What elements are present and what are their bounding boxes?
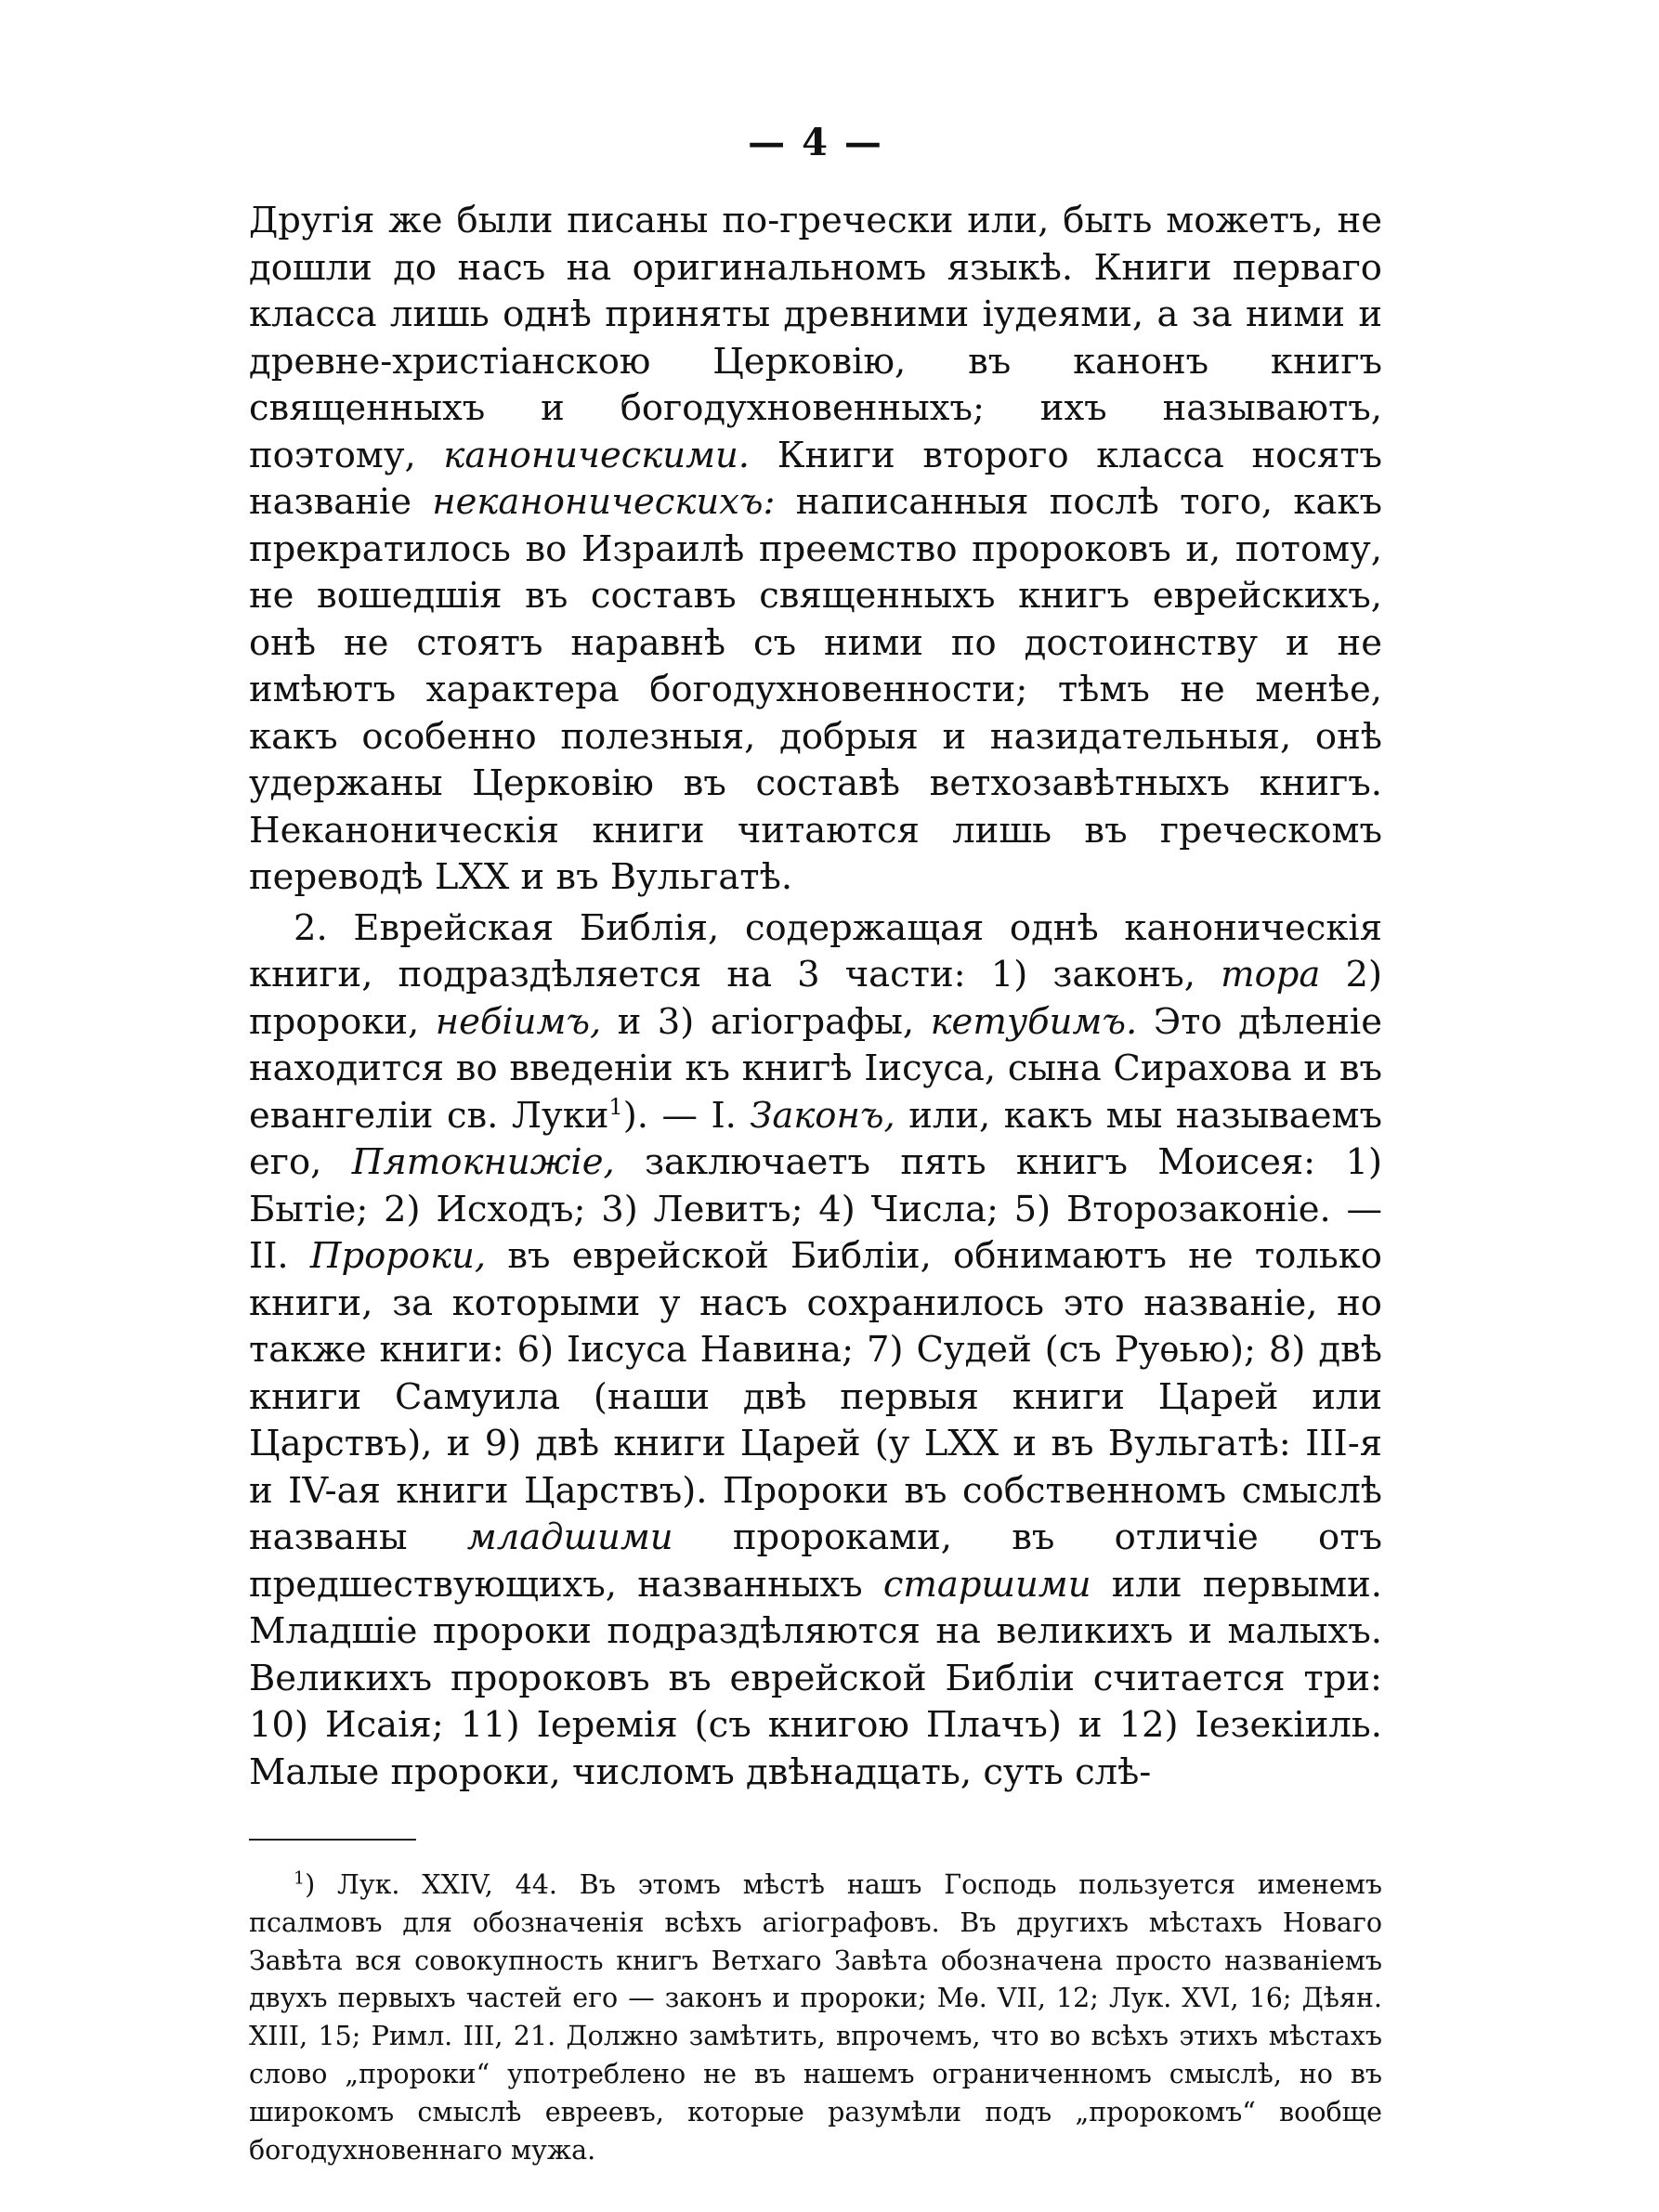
term-proroki: Пророки, (309, 1235, 487, 1277)
paragraph-2-text-4: Это дѣленіе находится во введеніи къ книгѣ Іисуса, сына Сирахова и въ евангеліи св. Луки (249, 1000, 1383, 1137)
footnote-divider (249, 1839, 416, 1841)
term-tora: тора (1221, 954, 1321, 995)
paragraph-2 (249, 905, 1382, 1797)
term-nekanonicheskikh: неканоническихъ: (432, 481, 776, 523)
term-pyatoknizhie: Пятокнижіе, (351, 1141, 615, 1183)
paragraph-2-text-1: 2. Еврейская Библія, содержащая однѣ каноническія книги, подраздѣляется на 3 части: 1) законъ, (249, 906, 1382, 995)
term-starshimi: старшими (882, 1563, 1091, 1606)
footnote-marker: 1 (294, 1867, 306, 1889)
term-mladshimi: младшими (466, 1516, 673, 1558)
paragraph-2-text-3: и 3) агіографы, (601, 1000, 931, 1043)
paragraph-2-text-10: или первыми. Младшіе пророки подраздѣляются на великихъ и малыхъ. Великихъ пророковъ въ еврейской Библіи считается три: 10) Исаія; 11) Іеремія (съ книгою Плачъ) и 12) Іезекіиль. Малые пророки, числомъ двѣнадцать, суть слѣ- (249, 1563, 1382, 1793)
term-ketubim: кетубимъ. (930, 1000, 1138, 1043)
paragraph-2-text-6: или, какъ мы называемъ его, (249, 1094, 1382, 1183)
footnote-reference: 1 (608, 1093, 623, 1120)
document-page (249, 121, 1382, 2169)
page-number: — 4 — (748, 121, 883, 164)
term-nebiim: небіимъ, (435, 1000, 602, 1043)
footnote (249, 1867, 1382, 2169)
paragraph-2-text-9: пророками, въ отличіе отъ предшествующихъ, названныхъ (249, 1516, 1383, 1606)
paragraph-2-text-2: 2) пророки, (249, 954, 1382, 1043)
paragraph-1-text-1: Другія же были писаны по-гречески или, быть можетъ, не дошли до насъ на оригинальномъ языкѣ. Книги перваго класса лишь однѣ приняты древними іудеями, а за ними и древне-христіанскою Церковію, въ канонъ книгъ священныхъ и богодухновенныхъ; ихъ называютъ, поэтому, (249, 200, 1382, 476)
term-kanonicheskimi: каноническими. (443, 434, 751, 476)
main-text (249, 198, 1382, 1796)
paragraph-2-text-7: заключаетъ пять книгъ Моисея: 1) Бытіе; 2) Исходъ; 3) Левитъ; 4) Числа; 5) Второзаконіе. — II. (249, 1141, 1382, 1277)
footnote-text: ) Лук. XXIV, 44. Въ этомъ мѣстѣ нашъ Господь пользуется именемъ псалмовъ для обозначенія всѣхъ агіографовъ. Въ другихъ мѣстахъ Новаго Завѣта вся совокупность книгъ Ветхаго Завѣта обозначена просто названіемъ двухъ первыхъ частей его — законъ и пророки; Мѳ. VII, 12; Лук. XVI, 16; Дѣян. XIII, 15; Римл. III, 21. Должно замѣтить, впрочемъ, что во всѣхъ этихъ мѣстахъ слово „пророки“ употреблено не въ нашемъ ограниченномъ смыслѣ, но въ широкомъ смыслѣ евреевъ, которые разумѣли подъ „пророкомъ“ вообще богодухновеннаго мужа. (249, 1869, 1382, 2166)
paragraph-2-text-5: ). — I. (622, 1094, 751, 1137)
term-zakon: Законъ, (750, 1094, 895, 1137)
paragraph-2-text-8: въ еврейской Библіи, обнимаютъ не только книги, за которыми у насъ сохранилось это названіе, но также книги: 6) Іисуса Навина; 7) Судей (съ Руѳью); 8) двѣ книги Самуила (наши двѣ первыя книги Царей или Царствъ), и 9) двѣ книги Царей (у LXX и въ Вульгатѣ: III-я и IV-ая книги Царствъ). Пророки въ собственномъ смыслѣ названы (249, 1235, 1382, 1558)
paragraph-1-text-3: написанныя послѣ того, какъ прекратилось во Израилѣ преемство пророковъ и, потому, не вошедшія въ составъ священныхъ книгъ еврейскихъ, онѣ не стоятъ наравнѣ съ ними по достоинству и не имѣютъ характера богодухновенности; тѣмъ не менѣе, какъ особенно полезныя, добрыя и назидательныя, онѣ удержаны Церковію въ составѣ ветхозавѣтныхъ книгъ. Неканоническія книги читаются лишь въ греческомъ переводѣ LXX и въ Вульгатѣ. (249, 481, 1382, 898)
paragraph-1 (249, 198, 1382, 902)
paragraph-1-text-2: Книги второго класса носятъ названіе (249, 434, 1382, 523)
